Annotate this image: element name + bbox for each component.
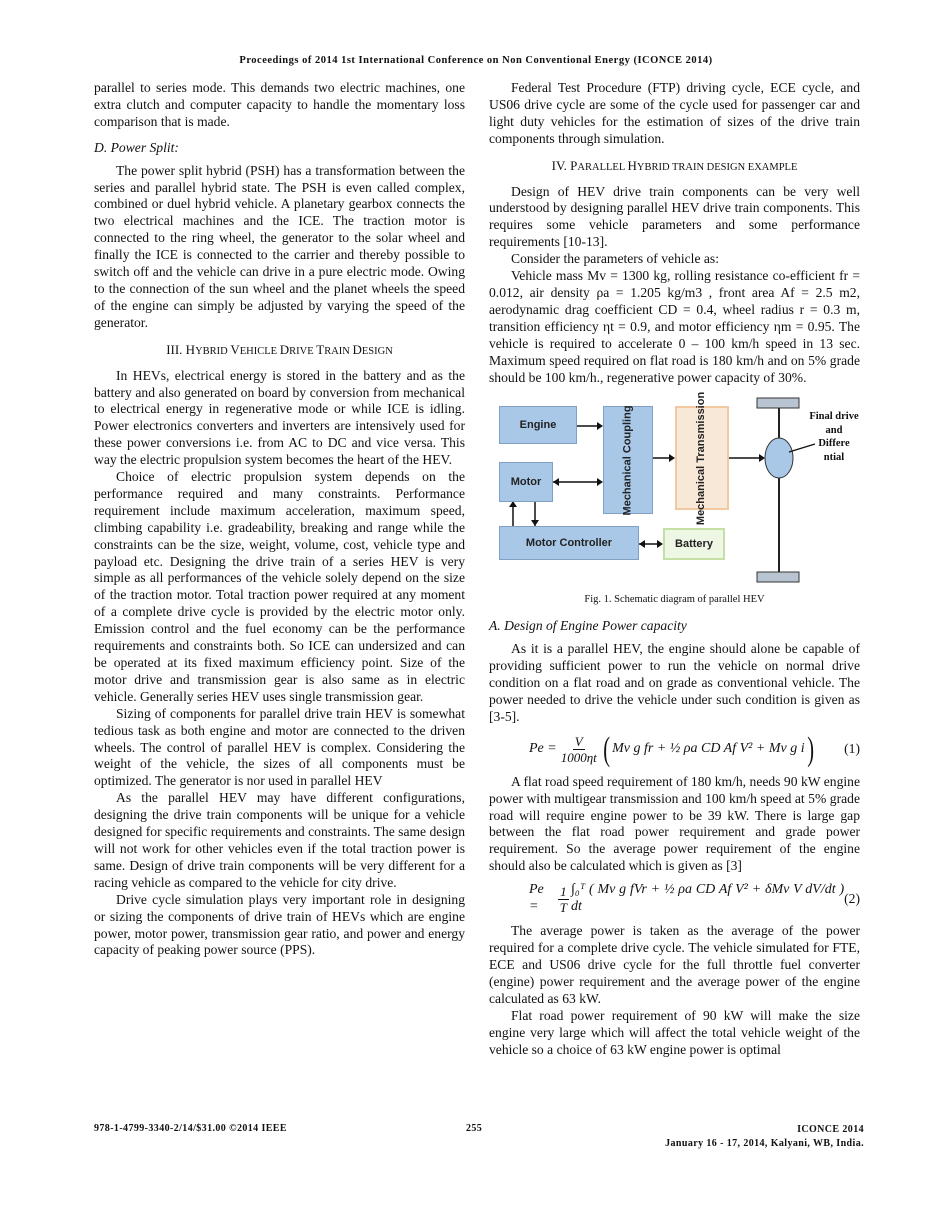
- heading-part: D: [279, 341, 290, 357]
- figure-parallel-hev: [489, 391, 860, 592]
- eq2-lhs: Pe =: [529, 882, 544, 915]
- motor-block: [499, 462, 553, 502]
- figure-caption: Fig. 1. Schematic diagram of parallel HEV: [584, 594, 765, 606]
- eq2-numerator: 1: [560, 883, 567, 899]
- equation-number: (2): [844, 890, 860, 906]
- paragraph: A flat road speed requirement of 180 km/h, needs 90 kW engine power with multigear transmission and 100 km/h speed at 5% grade road will require engine power to be 39 kW. There is large gap between the flat road power requirement and grade power requirement. So the average power requirement of the engine should also be calculated which is given as [3]: [489, 773, 860, 874]
- mechanical-coupling-block: [603, 406, 653, 514]
- eq1-lhs: Pe =: [529, 741, 557, 757]
- section-heading-iv: [489, 158, 860, 177]
- paragraph: Drive cycle simulation plays very important role in designing or sizing the components of drive train of HEVs which are engine power, motor power, transmission gear ratio, and power and energy capacity of peaking power source (PPS).: [94, 891, 465, 958]
- eq1-fraction: [559, 734, 599, 765]
- heading-part: YBRID: [195, 345, 231, 357]
- paragraph: Design of HEV drive train components can be very well understood by designing parallel HEV drive train components. This requires some vehicle parameters and some performance requirements [10-13].: [489, 183, 860, 250]
- equation-number: (1): [844, 741, 860, 757]
- paragraph: The power split hybrid (PSH) has a transformation between the series and parallel hybrid state. The PSH is even called complex, combined or duel hybrid vehicle. A planetary gearbox connects the two electrical machines and the ICE. The traction motor is connected to the ring wheel, the generator to the solar wheel and finally the ICE is connected to the carrier and thereby possible to switch off and the vehicle can drive in a pure electric mode. Owing to the connection of the sun wheel and the planet wheels the speed of the engine can simply be adjusted by varying the speed of the generator.: [94, 162, 465, 330]
- subsection-heading-power-split: D. Power Split:: [94, 139, 179, 155]
- heading-part: H: [627, 157, 637, 173]
- equation-1-math: [489, 730, 816, 768]
- footer-conference: [665, 1123, 864, 1151]
- heading-part: IV. P: [551, 157, 578, 173]
- paren-close: ): [806, 730, 814, 768]
- heading-part: V: [230, 341, 240, 357]
- paragraph: The average power is taken as the average of the power required for a complete drive cycle. The vehicle simulated for FTE, ECE and US06 drive cycle for the full throttle fuel converter (engine) power requirement and the average power of the engine calculated as 63 kW.: [489, 923, 860, 1006]
- paragraph: As the parallel HEV may have different configurations, designing the drive train components will be unique for a vehicle designed for specific requirements and constraints. The same design will not work for other vehicles even if the total traction power is same. Design of drive train components will be very different for a racing vehicle as compared to the vehicle for city drive.: [94, 790, 465, 890]
- footer-conference-date: January 16 - 17, 2014, Kalyani, WB, India.: [665, 1138, 864, 1149]
- subsection-heading-engine-power: A. Design of Engine Power capacity: [489, 618, 687, 634]
- paragraph: In HEVs, electrical energy is stored in the battery and as the battery and also generated on board by conversion from mechanical to electrical energy in regenerative mode or while ICE is idling. Power electronics converters and inverters are intensively used for these power conversions i.e. from AC to DC and vice versa. This way the electric propulsion system becomes the heart of the HEV.: [94, 367, 465, 468]
- arrowhead: [553, 478, 559, 486]
- heading-part: ESIGN: [361, 345, 393, 357]
- arrowhead: [759, 454, 765, 462]
- eq2-body: ∫₀ᵀ ( Mv g fVr + ½ ρa CD Af V² + δMv V dV/dt ) dt: [571, 882, 845, 915]
- paren-open: (: [603, 730, 610, 768]
- equation-2-math: [489, 882, 844, 916]
- engine-label: Engine: [519, 418, 557, 431]
- section-heading-iii: [94, 342, 465, 361]
- running-header: Proceedings of 2014 1st International Conference on Non Conventional Energy (ICONCE 2014): [239, 55, 713, 66]
- engine-block: [499, 406, 577, 444]
- paragraph: parallel to series mode. This demands two electric machines, one extra clutch and computer capacity to handle the momentary loss comparison that is made.: [94, 80, 465, 129]
- controller-label: Motor Controller: [525, 536, 613, 549]
- equation-2: [489, 877, 860, 921]
- page-number: 255: [466, 1123, 483, 1134]
- paragraph: Vehicle mass Mv = 1300 kg, rolling resistance co-efficient fr = 0.012, air density ρa = 1.205 kg/m3 , front area Af = 2.5 m2, aerodynamic drag coefficient CD = 0.4, wheel radius r = 0.3 m, transition efficiency ηt = 0.9, and motor efficiency ηm = 0.95. The vehicle is required to accelerate 0 – 100 km/h speed in 13 sec. Maximum speed required on flat road is 180 km/h and on 5% grade should be 100 km/h., regenerative power capacity of 30%.: [489, 268, 860, 385]
- eq2-denominator: T: [559, 899, 568, 915]
- transmission-label: Mechanical Transmission: [695, 391, 708, 526]
- footer-conference-name: ICONCE 2014: [797, 1124, 864, 1135]
- heading-part: RIVE: [289, 345, 317, 357]
- heading-part: EHICLE: [239, 345, 280, 357]
- left-column: [94, 80, 465, 959]
- heading-part: ARALLEL: [577, 161, 628, 173]
- differential: [765, 438, 793, 478]
- eq1-numerator: V: [574, 734, 583, 750]
- mechanical-transmission-block: [675, 391, 729, 526]
- coupling-label: Mechanical Coupling: [621, 405, 634, 516]
- eq1-body: Mv g fr + ½ ρa CD Af V² + Mv g i: [612, 741, 805, 757]
- motor-label: Motor: [510, 475, 542, 488]
- right-column: [489, 80, 860, 1058]
- equation-1: [489, 728, 860, 772]
- paragraph: As it is a parallel HEV, the engine should alone be capable of providing sufficient power to run the vehicle on normal drive condition on a flat road and on grade as conventional vehicle. The power needed to drive the vehicle under such condition is given as [3-5].: [489, 641, 860, 724]
- paragraph: Federal Test Procedure (FTP) driving cycle, ECE cycle, and US06 drive cycle are some of the cycle used for passenger car and light duty vehicles for the estimation of sizes of the drive train components through simulation.: [489, 80, 860, 146]
- battery-label: Battery: [675, 537, 713, 550]
- heading-part: RAIN: [324, 345, 353, 357]
- heading-part: T: [316, 341, 325, 357]
- heading-part: YBRID TRAIN DESIGN EXAMPLE: [636, 161, 798, 173]
- footer-copyright: 978-1-4799-3340-2/14/$31.00 ©2014 IEEE: [94, 1123, 287, 1134]
- battery-block: [663, 528, 725, 560]
- wheel-bottom: [757, 572, 799, 582]
- paragraph: Consider the parameters of vehicle as:: [511, 251, 719, 267]
- heading-part: D: [352, 341, 362, 357]
- arrowhead: [639, 540, 645, 548]
- eq2-fraction: [558, 884, 569, 915]
- paragraph: Sizing of components for parallel drive train HEV is somewhat tedious task as both engine and motor are connected to the driven wheels. The control of parallel HEV is complex. Considering the weight of the vehicle, the sizes of all components must be optimized. The generator is nor used in parallel HEV: [94, 705, 465, 789]
- paragraph: Choice of electric propulsion system depends on the performance required and many constraints. Performance requirement include maximum acceleration, maximum speed, climbing capability i.e. gradeability, breaking and range while the constraints can be the size, weight, volume, cost, vehicle type and payload etc. Designing the drive train of a series HEV is very simple as all performances of the vehicle solely depend on the size of the traction motor. Total traction power required at any moment of a complete drive cycle is provided by the electric motor only. Emission control and the fuel economy can be the performance requirements and constraints both. So ICE can undersized and can be operated at its fixed maximum efficiency point. Size of the motor drive and transmission gear is also same as in electric vehicle. Generally series HEV uses single transmission gear.: [94, 469, 465, 704]
- wheel-top: [757, 398, 799, 408]
- eq1-denominator: 1000ηt: [560, 750, 597, 766]
- heading-part: III. H: [166, 341, 196, 357]
- motor-controller-block: [499, 526, 639, 560]
- paragraph: Flat road power requirement of 90 kW will make the size engine very large which will affect the total vehicle weight of the vehicle so a choice of 63 kW engine power is optimal: [489, 1007, 860, 1057]
- final-drive-label: Final drive and Differe ntial: [809, 411, 859, 463]
